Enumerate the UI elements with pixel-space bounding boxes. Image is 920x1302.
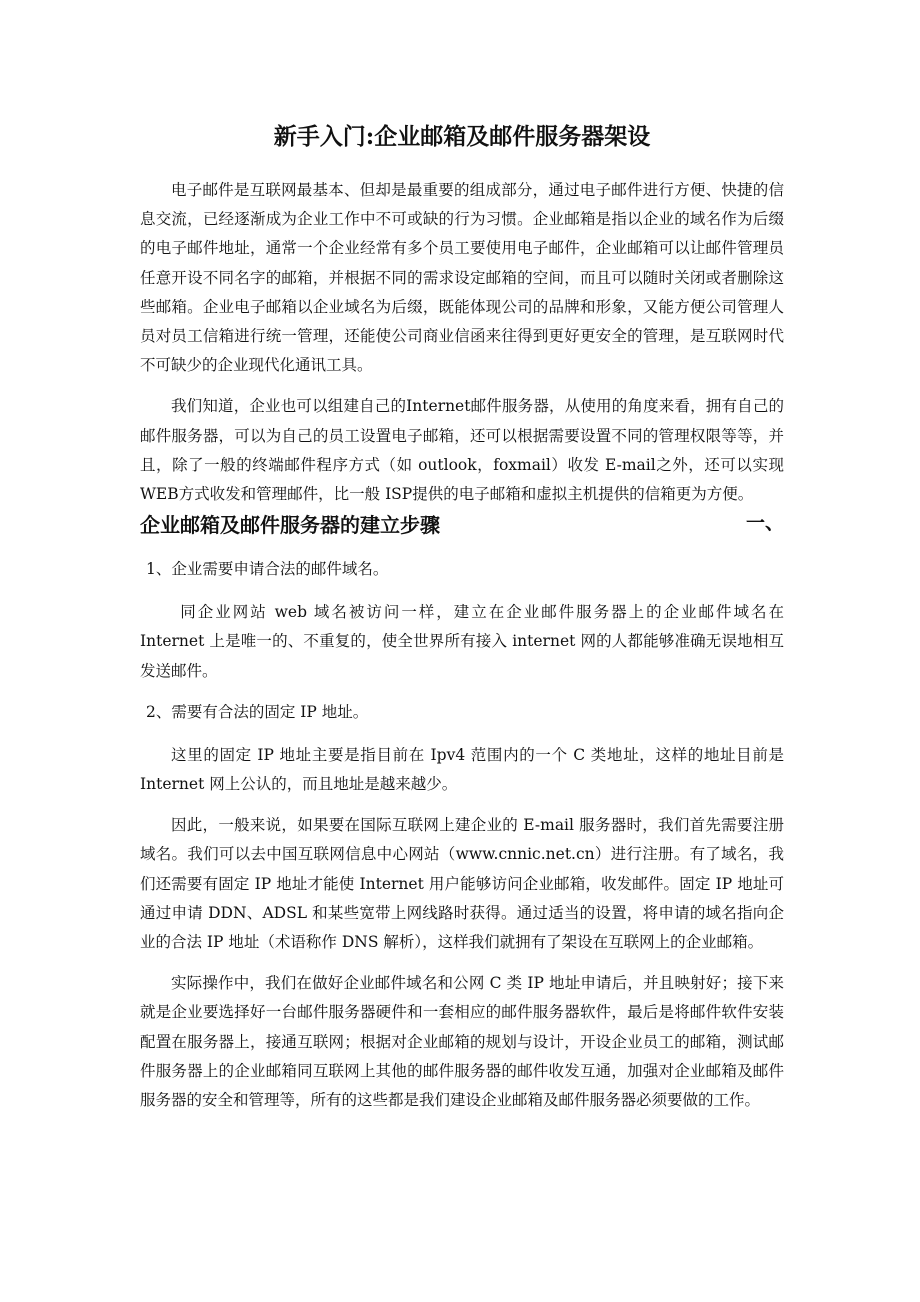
section-number: 一、 bbox=[745, 512, 784, 535]
page-title: 新手入门:企业邮箱及邮件服务器架设 bbox=[273, 123, 651, 150]
step-2-label: 2、需要有合法的固定 IP 地址。 bbox=[146, 702, 369, 721]
section-heading: 企业邮箱及邮件服务器的建立步骤 bbox=[140, 513, 440, 538]
step-2-paragraph-1: 这里的固定 IP 地址主要是指目前在 Ipv4 范围内的一个 C 类地址，这样的地址目前是 Internet 网上公认的，而且地址是越来越少。 bbox=[140, 745, 784, 794]
intro-paragraph-1: 电子邮件是互联网最基本、但却是最重要的组成部分，通过电子邮件进行方便、快捷的信息交流，已经逐渐成为企业工作中不可或缺的行为习惯。企业邮箱是指以企业的域名作为后缀的电子邮件地址，通常一个企业经常有多个员工要使用电子邮件，企业邮箱可以让邮件管理员任意开设不同名字的邮箱，并根据不同的需求设定邮箱的空间，而且可以随时关闭或者删除这些邮箱。企业电子邮箱以企业域名为后缀，既能体现公司的品牌和形象，又能方便公司管理人员对员工信箱进行统一管理，还能使公司商业信函来往得到更好更安全的管理，是互联网时代不可缺少的企业现代化通讯工具。 bbox=[140, 181, 784, 375]
intro-paragraph-2-text: 我们知道，企业也可以组建自己的Internet邮件服务器，从使用的角度来看，拥有自己的邮件服务器，可以为自己的员工设置电子邮箱，还可以根据需要设置不同的管理权限等等，并且，除了一般的终端邮件程序方式（如 outlook，foxmail）收发 E-mail之外，还可以实现 WEB方式收发和管理邮件，比一般 ISP提供的电子邮箱和虚拟主机提供的信箱更为方便。 bbox=[140, 397, 784, 504]
document-body bbox=[140, 118, 784, 1127]
step-2-paragraph-2: 因此，一般来说，如果要在国际互联网上建企业的 E-mail 服务器时，我们首先需要注册域名。我们可以去中国互联网信息中心网站（www.cnnic.net.cn）进行注册。有了域名，我们还需要有固定 IP 地址才能使 Internet 用户能够访问企业邮箱，收发邮件。固定 IP 地址可通过申请 DDN、ADSL 和某些宽带上网线路时获得。通过适当的设置，将申请的域名指向企业的合法 IP 地址（术语称作 DNS 解析），这样我们就拥有了架设在互联网上的企业邮箱。 bbox=[140, 816, 784, 952]
step-1-label: 1、企业需要申请合法的邮件域名。 bbox=[146, 560, 389, 579]
step-1-paragraph: 同企业网站 web 域名被访问一样，建立在企业邮件服务器上的企业邮件域名在 Internet 上是唯一的、不重复的，使全世界所有接入 internet 网的人都能够准确无误地相互发送邮件。 bbox=[140, 603, 784, 680]
step-2-paragraph-3: 实际操作中，我们在做好企业邮件域名和公网 C 类 IP 地址申请后，并且映射好；接下来就是企业要选择好一台邮件服务器硬件和一套相应的邮件服务器软件，最后是将邮件软件安装配置在服务器上，接通互联网；根据对企业邮箱的规划与设计，开设企业员工的邮箱，测试邮件服务器上的企业邮箱同互联网上其他的邮件服务器的邮件收发互通，加强对企业邮箱及邮件服务器的安全和管理等，所有的这些都是我们建设企业邮箱及邮件服务器必须要做的工作。 bbox=[140, 974, 784, 1110]
